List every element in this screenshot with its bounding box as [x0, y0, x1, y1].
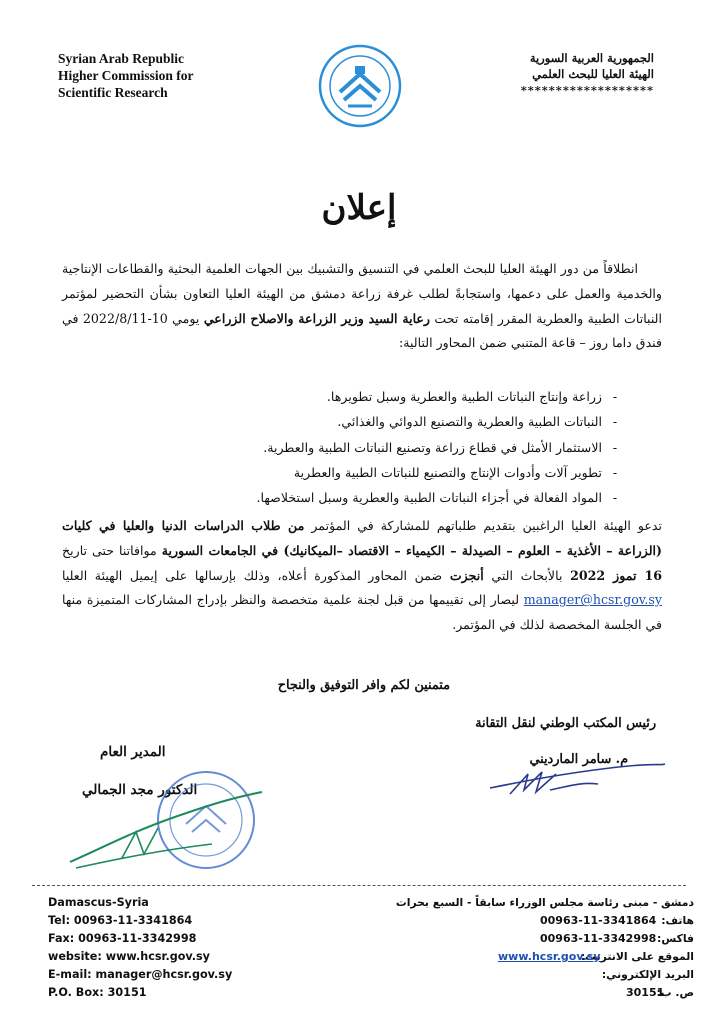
footer-city: Damascus-Syria	[48, 896, 149, 909]
list-item: -المواد الفعالة في أجزاء النباتات الطبية والعطرية وسبل استخلاصها.	[256, 490, 618, 506]
header-en-line: Syrian Arab Republic	[58, 51, 185, 66]
intro-date-venue: يومي 10-2022/8/11 في فندق داما روز – قاعة المتنبي ضمن المحاور التالية:	[62, 310, 662, 351]
footer-ar-address: دمشق - مبنى رئاسة مجلس الوزراء سابقاً - السبع بحرات	[395, 896, 694, 909]
invitation-paragraph: تدعو الهيئة العليا الراغبين بتقديم طلباتهم للمشاركة في المؤتمر من طلاب الدراسات الدنيا والعليا في كليات (الزراعة – الأغذية – العلوم – الصيدلة – الكيمياء – الاقتصاد –الميكانيك) في الجامعات السورية موافاتنا حتى تاريخ 16 تموز 2022 بالأبحاث التي أنجزت ضمن المحاور المذكورة أعلاه، وذلك بإرسالها على إيميل الهيئة العليا manager@hcsr.gov.sy ليصار إلى تقييمها من قبل لجنة علمية متخصصة والنظر بإدراج المشاركات المتميزة منها في الجلسة المخصصة لذلك في المؤتمر.	[62, 518, 662, 633]
signer-right-role: رئيس المكتب الوطني لنقل التقانة	[475, 716, 656, 731]
signer-right-name: م. سامر المارديني	[529, 752, 628, 767]
intro-text: انطلاقاً من دور الهيئة العليا للبحث العلمي في التنسيق والتشبيك بين الجهات العلمية البحثية والقطاعات الإنتاجية والخدمية والعمل على دعمها، واستجابةً لطلب غرفة زراعة دمشق من الهيئة العليا التعاون بشأن التحضير لمؤتمر النباتات الطبية والعطرية المقرر إقامته تحت	[62, 261, 662, 326]
intro-paragraph	[62, 257, 662, 356]
invite-text: تدعو الهيئة العليا الراغبين بتقديم طلباتهم للمشاركة في المؤتمر	[311, 518, 662, 533]
header-ar-stars: *******************	[520, 83, 654, 97]
footer-english	[48, 894, 232, 1002]
footer-tel: Tel: 00963-11-3341864	[48, 914, 193, 927]
footer-email[interactable]: E-mail: manager@hcsr.gov.sy	[48, 968, 233, 981]
signature-right-scribble	[480, 760, 670, 800]
footer-pobox: P.O. Box: 30151	[48, 986, 147, 999]
list-item: -النباتات الطبية والعطرية والتصنيع الدوائي والغذائي.	[337, 414, 618, 430]
list-item: -الاستثمار الأمثل في قطاع زراعة وتصنيع النباتات الطبية والعطرية.	[263, 439, 618, 455]
list-item: -زراعة وإنتاج النباتات الطبية والعطرية وسبل تطويرها.	[326, 389, 618, 404]
header-ar-line: الجمهورية العربية السورية	[529, 51, 654, 65]
header-en-line: Scientific Research	[58, 85, 168, 100]
footer-arabic-labels: دمشق - مبنى رئاسة مجلس الوزراء سابقاً - السبع بحرات هاتف: فاكس: الموقع على الانترنت: البريد الإلكتروني: ص. ب:	[395, 896, 694, 999]
page-title: إعلان	[321, 188, 397, 228]
footer-divider	[32, 885, 686, 886]
footer-ar-phone: 00963-11-3341864	[540, 914, 657, 927]
footer-website[interactable]: website: www.hcsr.gov.sy	[48, 950, 210, 963]
signature-left-scribble	[62, 788, 282, 878]
closing-wishes: متمنين لكم وافر التوفيق والنجاح	[277, 678, 450, 693]
footer-arabic-values	[498, 912, 664, 1002]
footer-fax: Fax: 00963-11-3342998	[48, 932, 197, 945]
invite-target: من طلاب الدراسات الدنيا والعليا في كليات (الزراعة – الأغذية – العلوم – الصيدلة – الكيمياء – الاقتصاد –الميكانيك) في الجامعات السورية	[62, 518, 662, 558]
signer-left-role: المدير العام	[100, 744, 166, 760]
topics-list	[148, 384, 628, 510]
list-item: -تطوير آلات وأدوات الإنتاج والتصنيع للنباتات الطبية والعطرية	[293, 464, 618, 480]
footer-ar-fax: 00963-11-3342998	[540, 932, 657, 945]
header-ar-line: الهيئة العليا للبحث العلمي	[532, 67, 654, 81]
signer-left-name: الدكتور مجد الجمالي	[82, 782, 198, 798]
invite-deadline: 16 تموز 2022	[570, 567, 662, 583]
header-arabic	[521, 50, 654, 98]
header-en-line: Higher Commission for	[58, 68, 194, 83]
footer-ar-pobox: 30151	[626, 986, 665, 999]
commission-logo	[318, 44, 402, 128]
header-english	[58, 50, 194, 101]
email-link[interactable]: manager@hcsr.gov.sy	[523, 592, 662, 608]
footer-ar-web[interactable]: www.hcsr.gov.sy	[498, 950, 601, 963]
intro-patronage: رعاية السيد وزير الزراعة والاصلاح الزراعي	[203, 310, 431, 326]
